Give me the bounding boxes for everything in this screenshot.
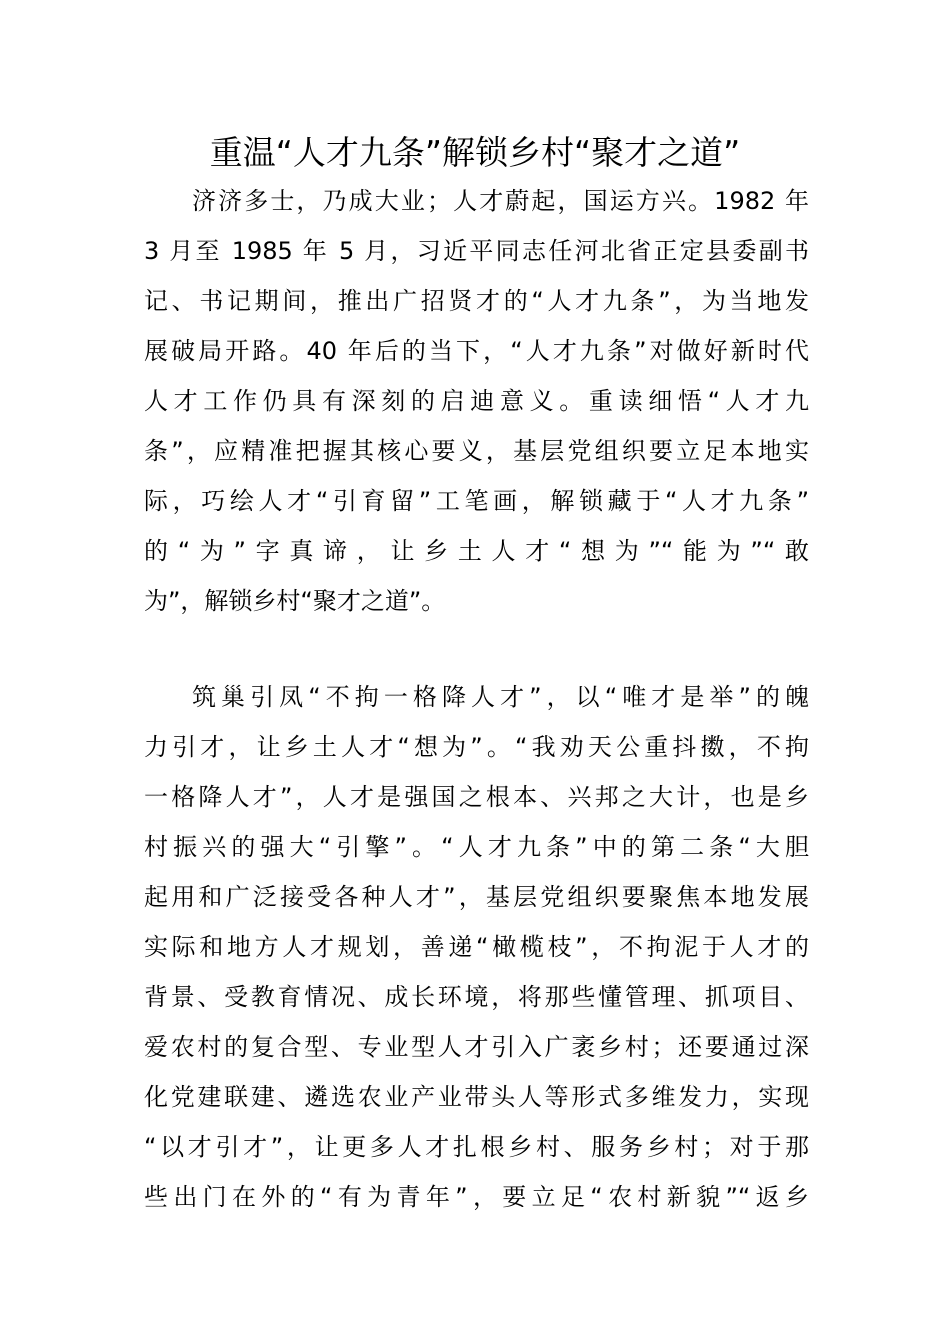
text-line: 筑巢引凤“不拘一格降人才”，以“唯才是举”的魄: [192, 683, 809, 711]
text-line: 爱农村的复合型、专业型人才引入广袤乡村；还要通过深: [144, 1033, 809, 1061]
text-line: 力引才，让乡土人才“想为”。“我劝天公重抖擞，不拘: [144, 733, 809, 761]
text-line: 一格降人才”，人才是强国之根本、兴邦之大计，也是乡: [144, 783, 809, 811]
text-line: 村振兴的强大“引擎”。“人才九条”中的第二条“大胆: [144, 833, 809, 861]
text-line: 记、书记期间，推出广招贤才的“人才九条”，为当地发: [144, 287, 809, 315]
paragraph-intro: [144, 176, 809, 626]
text-line: 背景、受教育情况、成长环境，将那些懂管理、抓项目、: [144, 983, 809, 1011]
text-line: 实际和地方人才规划，善递“橄榄枝”，不拘泥于人才的: [144, 933, 809, 961]
text-line: 起用和广泛接受各种人才”，基层党组织要聚焦本地发展: [144, 883, 809, 911]
text-line: 些出门在外的“有为青年”，要立足“农村新貌”“返乡: [144, 1183, 809, 1211]
text-line: 展破局开路。40 年后的当下，“人才九条”对做好新时代: [144, 337, 809, 365]
paragraph-section-one: [144, 672, 809, 1222]
text-line: 3 月至 1985 年 5 月，习近平同志任河北省正定县委副书: [144, 237, 809, 265]
text-line: “以才引才”，让更多人才扎根乡村、服务乡村；对于那: [144, 1133, 809, 1161]
text-line: 济济多士，乃成大业；人才蔚起，国运方兴。1982 年: [192, 187, 809, 215]
text-line: 的“为”字真谛，让乡土人才“想为”“能为”“敢: [144, 537, 809, 565]
text-line: 条”，应精准把握其核心要义，基层党组织要立足本地实: [144, 437, 809, 465]
document-title: 重温“人才九条”解锁乡村“聚才之道”: [209, 133, 741, 172]
text-line: 人才工作仍具有深刻的启迪意义。重读细悟“人才九: [144, 387, 809, 415]
text-line: 为”，解锁乡村“聚才之道”。: [144, 587, 446, 615]
text-line: 化党建联建、遴选农业产业带头人等形式多维发力，实现: [144, 1083, 809, 1111]
text-line: 际，巧绘人才“引育留”工笔画，解锁藏于“人才九条”: [144, 487, 809, 515]
